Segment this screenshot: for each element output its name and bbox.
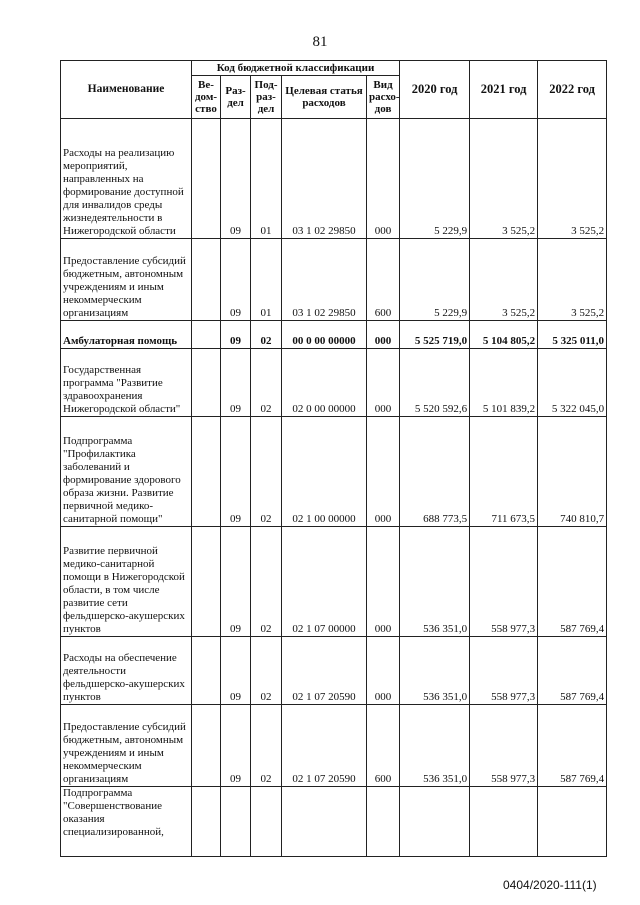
- row-2022: 587 769,4: [538, 527, 607, 637]
- header-podrazdel: Под-раз-дел: [251, 76, 282, 119]
- row-podrazdel: 02: [251, 637, 282, 705]
- row-vedomstvo: [192, 119, 221, 239]
- row-2021: 558 977,3: [470, 527, 538, 637]
- row-name: Подпрограмма "Профилактика заболеваний и формирование здорового образа жизни. Развитие первичной медико-санитарной помощи": [61, 417, 192, 527]
- row-razdel: 09: [221, 637, 251, 705]
- header-2021: 2021 год: [470, 61, 538, 119]
- row-podrazdel: 02: [251, 349, 282, 417]
- table-row: [61, 527, 607, 637]
- row-name: Амбулаторная помощь: [61, 321, 192, 349]
- row-csr: 02 1 07 20590: [282, 637, 367, 705]
- budget-table: [60, 60, 607, 857]
- row-vid: 000: [367, 321, 400, 349]
- table-row: [61, 417, 607, 527]
- table-row: [61, 239, 607, 321]
- header-vedomstvo: Ве-дом-ство: [192, 76, 221, 119]
- row-2020: 5 229,9: [400, 119, 470, 239]
- row-csr: 00 0 00 00000: [282, 321, 367, 349]
- row-vedomstvo: [192, 637, 221, 705]
- row-vid: 000: [367, 349, 400, 417]
- row-2020: 688 773,5: [400, 417, 470, 527]
- row-2021: 558 977,3: [470, 637, 538, 705]
- row-2020: 536 351,0: [400, 637, 470, 705]
- row-csr: 02 0 00 00000: [282, 349, 367, 417]
- row-vedomstvo: [192, 349, 221, 417]
- row-razdel: 09: [221, 321, 251, 349]
- row-name: Развитие первичной медико-санитарной помощи в Нижегородской области, в том числе развитие сети фельдшерско-акушерских пунктов: [61, 527, 192, 637]
- row-csr: 03 1 02 29850: [282, 119, 367, 239]
- row-vedomstvo: [192, 321, 221, 349]
- row-vedomstvo: [192, 787, 221, 857]
- row-2022: 587 769,4: [538, 637, 607, 705]
- row-razdel: 09: [221, 705, 251, 787]
- header-name: Наименование: [61, 61, 192, 119]
- document-code: 0404/2020-111(1): [503, 878, 597, 892]
- row-csr: [282, 787, 367, 857]
- table-row: [61, 787, 607, 857]
- row-razdel: 09: [221, 417, 251, 527]
- row-vedomstvo: [192, 705, 221, 787]
- row-2022: 3 525,2: [538, 239, 607, 321]
- row-razdel: 09: [221, 119, 251, 239]
- row-razdel: 09: [221, 527, 251, 637]
- row-csr: 02 1 07 20590: [282, 705, 367, 787]
- row-name: Государственная программа "Развитие здравоохранения Нижегородской области": [61, 349, 192, 417]
- row-podrazdel: 01: [251, 119, 282, 239]
- row-vedomstvo: [192, 239, 221, 321]
- row-2022: 587 769,4: [538, 705, 607, 787]
- row-2020: 5 520 592,6: [400, 349, 470, 417]
- row-2021: 3 525,2: [470, 239, 538, 321]
- row-2022: 5 322 045,0: [538, 349, 607, 417]
- row-razdel: [221, 787, 251, 857]
- row-2022: 740 810,7: [538, 417, 607, 527]
- row-podrazdel: [251, 787, 282, 857]
- row-podrazdel: 02: [251, 527, 282, 637]
- row-2021: 711 673,5: [470, 417, 538, 527]
- row-csr: 02 1 07 00000: [282, 527, 367, 637]
- row-2021: 5 104 805,2: [470, 321, 538, 349]
- row-name: Подпрограмма "Совершенствование оказания специализированной,: [61, 787, 192, 857]
- row-2022: 3 525,2: [538, 119, 607, 239]
- row-vedomstvo: [192, 417, 221, 527]
- row-vid: 600: [367, 239, 400, 321]
- row-podrazdel: 02: [251, 321, 282, 349]
- row-2020: 536 351,0: [400, 527, 470, 637]
- row-2021: 5 101 839,2: [470, 349, 538, 417]
- table-row: [61, 119, 607, 239]
- row-2020: 5 525 719,0: [400, 321, 470, 349]
- row-2022: 5 325 011,0: [538, 321, 607, 349]
- header-vid: Вид расхо-дов: [367, 76, 400, 119]
- table-row: [61, 321, 607, 349]
- row-2020: 5 229,9: [400, 239, 470, 321]
- table-row: [61, 349, 607, 417]
- row-vid: 000: [367, 527, 400, 637]
- row-podrazdel: 02: [251, 417, 282, 527]
- row-2021: [470, 787, 538, 857]
- row-name: Расходы на обеспечение деятельности фельдшерско-акушерских пунктов: [61, 637, 192, 705]
- header-2022: 2022 год: [538, 61, 607, 119]
- header-2020: 2020 год: [400, 61, 470, 119]
- row-2021: 3 525,2: [470, 119, 538, 239]
- row-razdel: 09: [221, 239, 251, 321]
- header-razdel: Раз-дел: [221, 76, 251, 119]
- row-vid: 600: [367, 705, 400, 787]
- row-vid: 000: [367, 637, 400, 705]
- row-name: Расходы на реализацию мероприятий, направленных на формирование доступной для инвалидов среды жизнедеятельности в Нижегородской области: [61, 119, 192, 239]
- table-row: [61, 705, 607, 787]
- row-vedomstvo: [192, 527, 221, 637]
- table-row: [61, 637, 607, 705]
- row-2020: 536 351,0: [400, 705, 470, 787]
- row-2021: 558 977,3: [470, 705, 538, 787]
- row-vid: 000: [367, 417, 400, 527]
- header-code-group: Код бюджетной классификации: [192, 61, 400, 76]
- row-csr: 03 1 02 29850: [282, 239, 367, 321]
- row-2020: [400, 787, 470, 857]
- row-name: Предоставление субсидий бюджетным, автономным учреждениям и иным некоммерческим организациям: [61, 239, 192, 321]
- row-podrazdel: 02: [251, 705, 282, 787]
- page-number: 81: [312, 34, 328, 50]
- row-2022: [538, 787, 607, 857]
- row-vid: 000: [367, 119, 400, 239]
- row-name: Предоставление субсидий бюджетным, автономным учреждениям и иным некоммерческим организациям: [61, 705, 192, 787]
- row-vid: [367, 787, 400, 857]
- row-podrazdel: 01: [251, 239, 282, 321]
- row-csr: 02 1 00 00000: [282, 417, 367, 527]
- header-csr: Целевая статья расходов: [282, 76, 367, 119]
- row-razdel: 09: [221, 349, 251, 417]
